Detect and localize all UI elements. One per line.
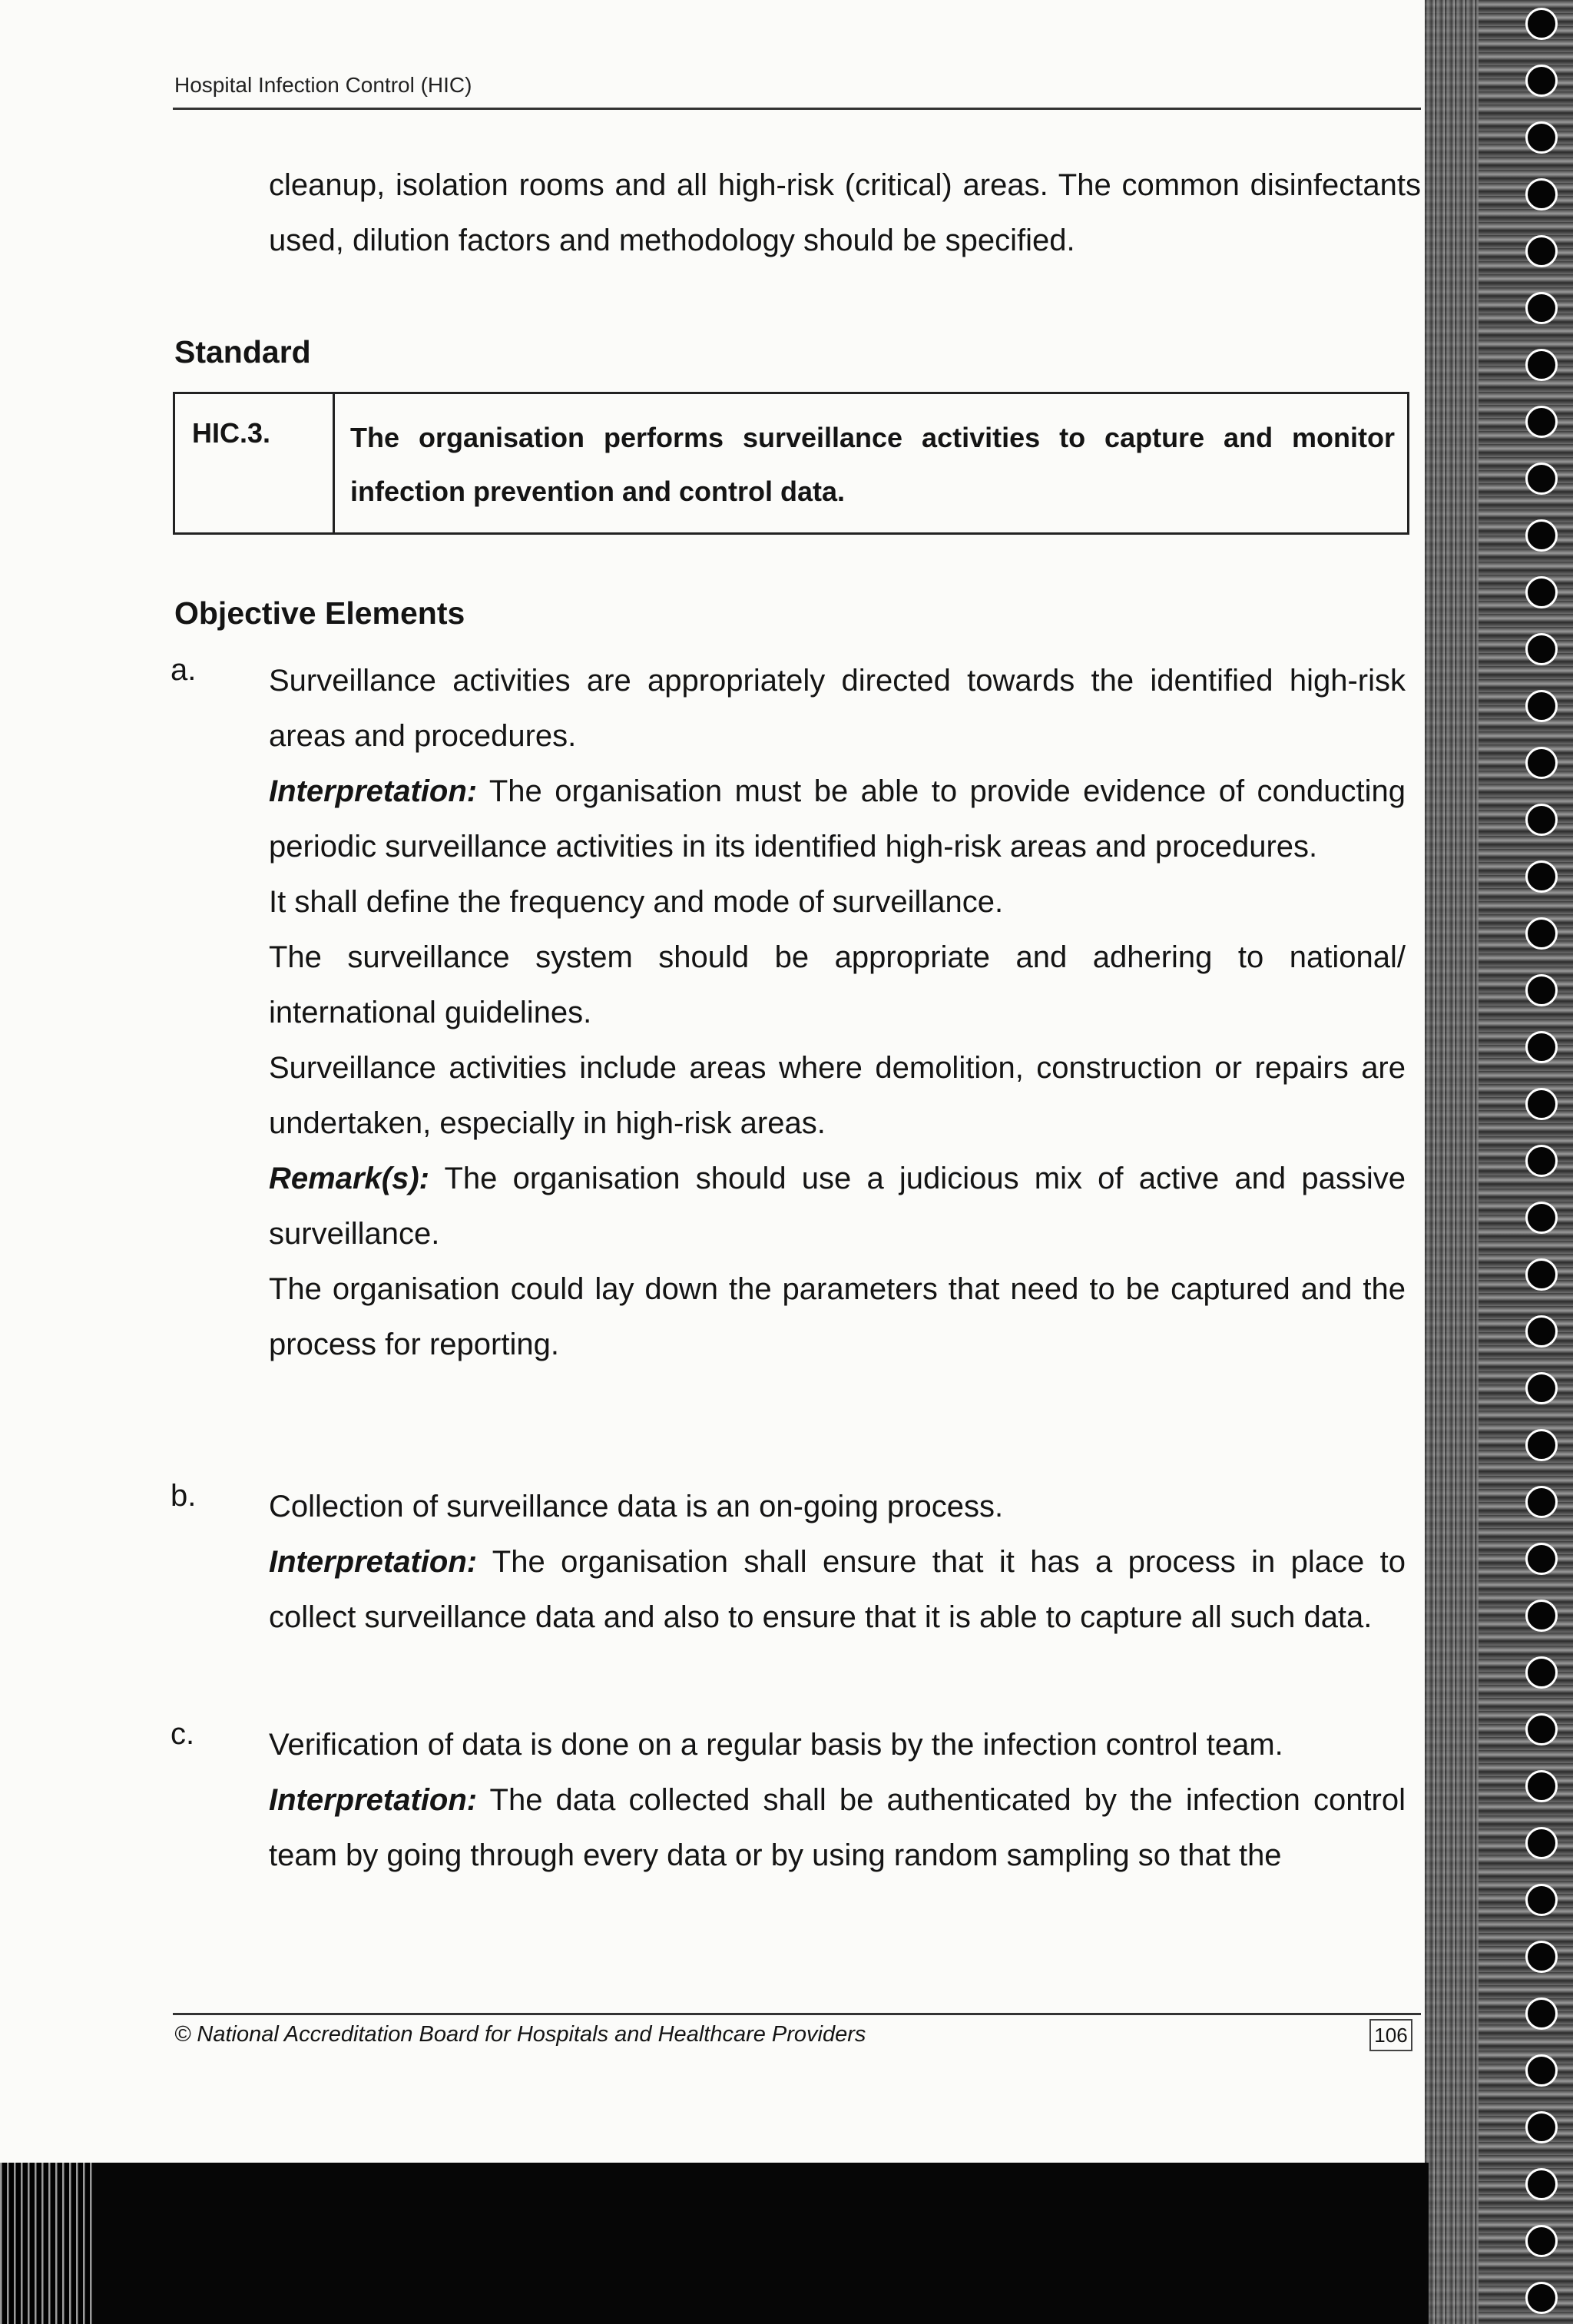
item-c-statement: Verification of data is done on a regular basis by the infection control team. <box>269 1728 1283 1762</box>
item-a-frequency: It shall define the frequency and mode of surveillance. <box>269 885 1004 919</box>
page-number: 106 <box>1369 2019 1412 2051</box>
binding-ring <box>1525 747 1558 779</box>
scan-bottom-edge <box>0 2163 1429 2324</box>
binding-ring <box>1525 690 1558 722</box>
binding-ring <box>1525 1656 1558 1689</box>
objective-item-a <box>269 653 1406 1372</box>
binding-ring <box>1525 576 1558 608</box>
footer-copyright: © National Accreditation Board for Hospitals and Healthcare Providers <box>174 2022 866 2047</box>
binding-ring <box>1525 2168 1558 2200</box>
binding-ring <box>1525 917 1558 950</box>
standard-code: HIC.3. <box>192 417 271 449</box>
binding-ring <box>1525 462 1558 495</box>
binding-ring <box>1525 1486 1558 1518</box>
item-a-parameters: The organisation could lay down the parameters that need to be captured and the process for reporting. <box>269 1272 1406 1361</box>
item-b-statement: Collection of surveillance data is an on-going process. <box>269 1490 1004 1523</box>
header-rule <box>173 108 1421 110</box>
binding-ring <box>1525 1315 1558 1348</box>
item-letter-c: c. <box>171 1717 195 1751</box>
binding-ring <box>1525 1088 1558 1120</box>
binding-ring <box>1525 2225 1558 2257</box>
running-header: Hospital Infection Control (HIC) <box>174 73 472 97</box>
binding-ring <box>1525 804 1558 836</box>
binding-ring <box>1525 974 1558 1006</box>
interpretation-text: The organisation must be able to provide evidence of conducting periodic surveillance activities in its identified high-risk areas and procedures. <box>269 774 1406 864</box>
interpretation-label: Interpretation: <box>269 1545 478 1579</box>
binding-ring <box>1525 1997 1558 2030</box>
binding-ring <box>1525 349 1558 381</box>
binding-ring <box>1525 519 1558 552</box>
binding-ring <box>1525 1429 1558 1461</box>
binding-ring <box>1525 1145 1558 1177</box>
binding-ring <box>1525 65 1558 97</box>
standard-table <box>173 392 1409 535</box>
interpretation-label: Interpretation: <box>269 774 478 808</box>
standard-text: The organisation performs surveillance activities to capture and monitor infection prevention and control data. <box>350 422 1395 507</box>
binding-shadow <box>1425 0 1479 2324</box>
binding-ring <box>1525 1941 1558 1973</box>
binding-ring <box>1525 292 1558 324</box>
standard-heading: Standard <box>174 334 311 370</box>
binding-ring <box>1525 1202 1558 1234</box>
intro-paragraph: cleanup, isolation rooms and all high-risk (critical) areas. The common disinfectants used, dilution factors and methodology should be specified. <box>269 168 1421 257</box>
item-a-statement: Surveillance activities are appropriately directed towards the identified high-risk areas and procedures. <box>269 664 1406 753</box>
item-letter-a: a. <box>171 653 197 687</box>
objective-item-c <box>269 1717 1406 1883</box>
item-letter-b: b. <box>171 1479 197 1513</box>
binding-ring <box>1525 2054 1558 2087</box>
scan-noise <box>0 2163 92 2324</box>
binding-ring <box>1525 1543 1558 1575</box>
binding-ring <box>1525 860 1558 893</box>
binding-ring <box>1525 633 1558 665</box>
binding-ring <box>1525 1258 1558 1291</box>
binding-ring <box>1525 178 1558 211</box>
item-a-system: The surveillance system should be appropriate and adhering to national/ international guidelines. <box>269 940 1406 1029</box>
binding-ring <box>1525 1372 1558 1404</box>
item-a-interpretation <box>269 764 1406 874</box>
binding-ring <box>1525 406 1558 438</box>
binding-ring <box>1525 1827 1558 1859</box>
item-a-areas: Surveillance activities include areas where demolition, construction or repairs are undertaken, especially in high-risk areas. <box>269 1051 1406 1140</box>
remark-text: The organisation should use a judicious mix of active and passive surveillance. <box>269 1162 1406 1251</box>
item-a-remark <box>269 1151 1406 1261</box>
interpretation-label: Interpretation: <box>269 1783 478 1817</box>
binding-ring <box>1525 8 1558 40</box>
binding-ring <box>1525 1031 1558 1063</box>
binding-ring <box>1525 1600 1558 1632</box>
table-divider <box>333 394 335 532</box>
interpretation-text: The data collected shall be authenticated by the infection control team by going through every data or by using random sampling so that the <box>269 1783 1406 1872</box>
item-b-interpretation <box>269 1534 1406 1645</box>
binding-ring <box>1525 235 1558 267</box>
footer-rule <box>173 2013 1421 2015</box>
binding-ring <box>1525 2282 1558 2314</box>
binding-ring <box>1525 1770 1558 1802</box>
item-c-interpretation <box>269 1772 1406 1883</box>
objective-item-b <box>269 1479 1406 1645</box>
binding-ring <box>1525 1713 1558 1745</box>
interpretation-text: The organisation shall ensure that it has a process in place to collect surveillance data and also to ensure that it is able to capture all such data. <box>269 1545 1406 1634</box>
binding-ring <box>1525 1884 1558 1916</box>
remark-label: Remark(s): <box>269 1162 429 1195</box>
binding-ring <box>1525 121 1558 154</box>
objective-elements-heading: Objective Elements <box>174 595 465 631</box>
binding-ring <box>1525 2111 1558 2143</box>
